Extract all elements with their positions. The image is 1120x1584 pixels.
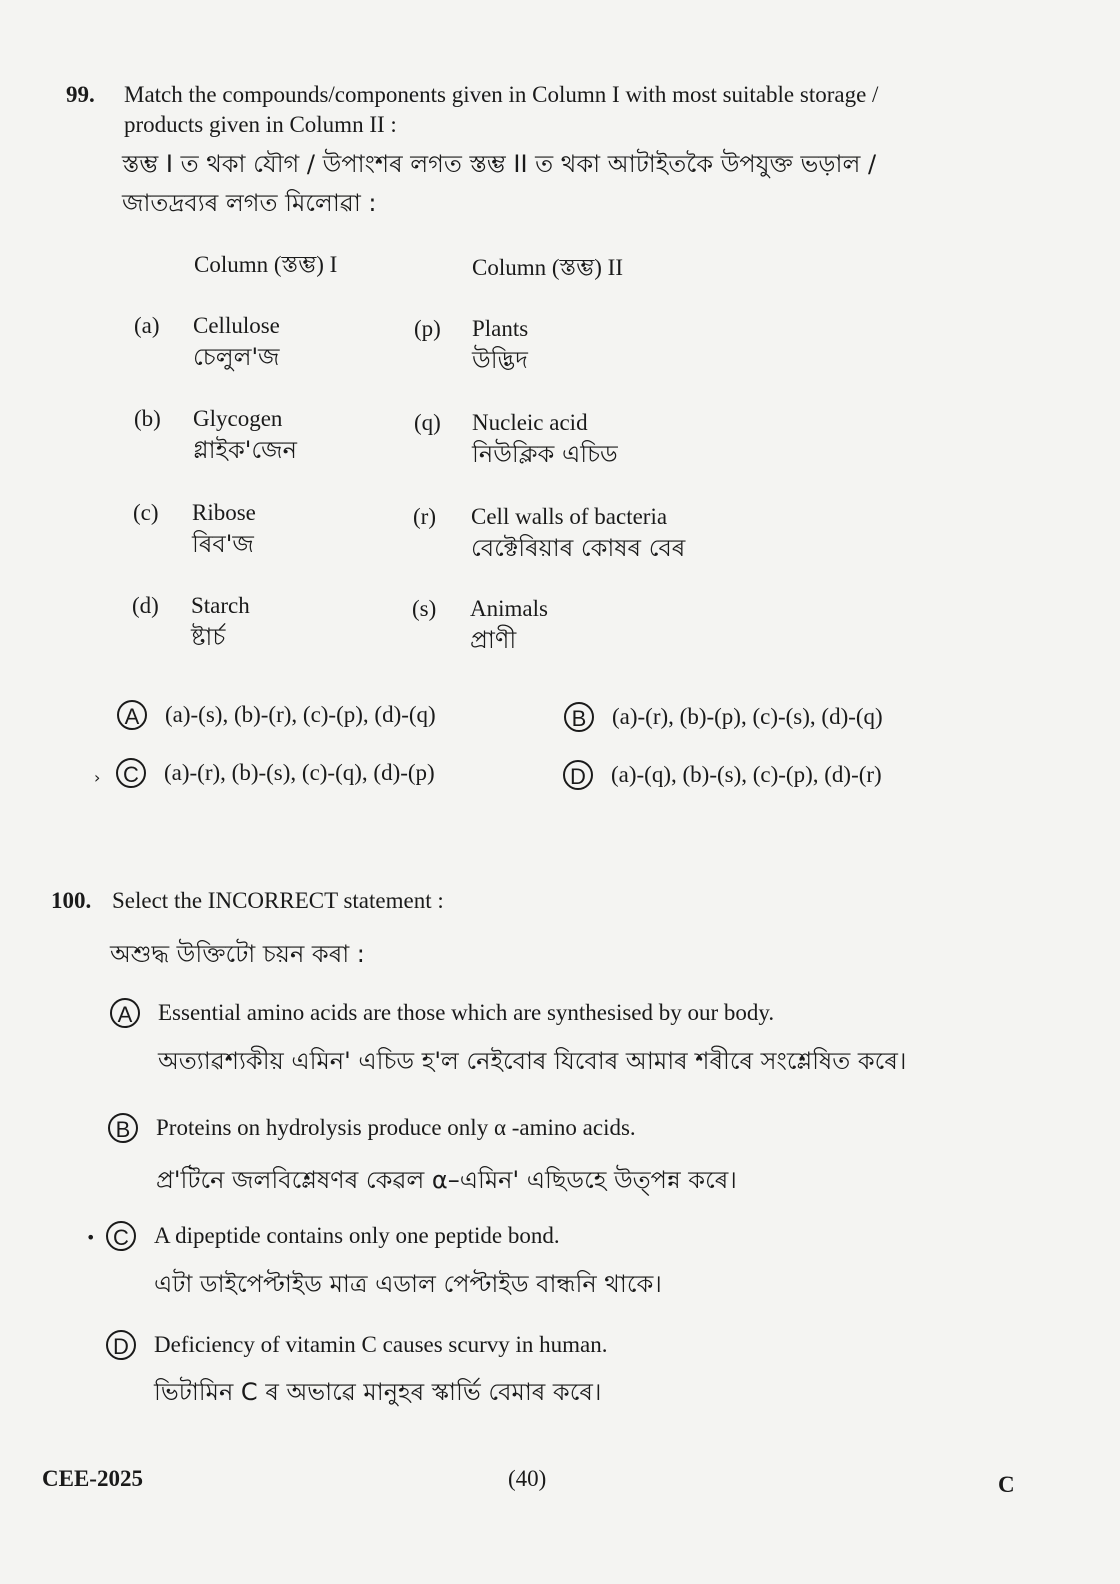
col2-item-q-bn: নিউক্লিক এচিড (472, 440, 618, 468)
col2-item-s-bn: প্ৰাণী (470, 626, 517, 654)
option-b-text: Proteins on hydrolysis produce only α -amino acids. (156, 1115, 636, 1140)
col1-item-d: Starch (191, 593, 250, 618)
q100-option-c[interactable] (106, 1221, 560, 1251)
col1-label-b: (b) (134, 406, 161, 431)
question-100-text-en: Select the INCORRECT statement : (112, 888, 444, 913)
q100-option-d-bn: ভিটামিন C ৰ অভাৱে মানুহৰ স্কাৰ্ভি বেমাৰ কৰে। (154, 1378, 602, 1406)
option-b-circle: B (564, 702, 594, 732)
answer-mark: • (86, 1228, 96, 1247)
option-a-text: Essential amino acids are those which are synthesised by our body. (158, 1000, 775, 1025)
q99-option-b[interactable] (564, 702, 883, 732)
col2-label-r: (r) (413, 504, 436, 529)
col1-label-a: (a) (134, 313, 160, 338)
question-99-text-en-2: products given in Column II : (124, 112, 397, 137)
exam-code: CEE-2025 (42, 1466, 143, 1491)
col1-item-a-bn: চেলুল'জ (193, 343, 280, 371)
col1-item-a: Cellulose (193, 313, 280, 338)
question-99-text-bn-2: জাতদ্ৰব্যৰ লগত মিলোৱা : (122, 189, 377, 217)
option-c-text: (a)-(r), (b)-(s), (c)-(q), (d)-(p) (164, 760, 435, 785)
q99-option-a[interactable] (117, 700, 436, 730)
column-1-header: Column (স্তম্ভ) I (194, 252, 338, 277)
col2-item-q: Nucleic acid (472, 410, 588, 435)
option-d-circle: D (106, 1330, 136, 1360)
col1-item-b: Glycogen (193, 406, 283, 431)
question-99-text-en-1: Match the compounds/components given in Column I with most suitable storage / (124, 82, 879, 107)
col2-item-p-bn: উদ্ভিদ (472, 346, 528, 374)
col2-label-p: (p) (414, 316, 441, 341)
q100-option-d[interactable] (106, 1330, 608, 1360)
col2-item-r-bn: বেক্টেৰিয়াৰ কোষৰ বেৰ (471, 534, 686, 562)
booklet-series: C (998, 1472, 1015, 1497)
question-100-text-bn: অশুদ্ধ উক্তিটো চয়ন কৰা : (110, 940, 365, 968)
option-b-circle: B (108, 1113, 138, 1143)
q99-option-d[interactable] (563, 760, 882, 790)
answer-mark: › (94, 768, 101, 787)
col2-item-r: Cell walls of bacteria (471, 504, 668, 529)
option-d-text: (a)-(q), (b)-(s), (c)-(p), (d)-(r) (611, 762, 882, 787)
option-c-text: A dipeptide contains only one peptide bond. (154, 1223, 560, 1248)
option-a-circle: A (117, 700, 147, 730)
option-c-circle: C (106, 1221, 136, 1251)
option-b-text: (a)-(r), (b)-(p), (c)-(s), (d)-(q) (612, 704, 883, 729)
col2-label-q: (q) (414, 410, 441, 435)
column-2-header: Column (স্তম্ভ) II (472, 255, 623, 280)
q100-option-a-bn: অত্যাৱশ্যকীয় এমিন' এচিড হ'ল নেইবোৰ যিবোৰ আমাৰ শৰীৰে সংশ্লেষিত কৰে। (158, 1047, 907, 1075)
col1-label-c: (c) (133, 500, 159, 525)
q100-option-c-bn: এটা ডাইপেপ্টাইড মাত্ৰ এডাল পেপ্টাইড বান্ধনি থাকে। (154, 1270, 662, 1298)
col2-item-p: Plants (472, 316, 529, 341)
option-d-circle: D (563, 760, 593, 790)
option-d-text: Deficiency of vitamin C causes scurvy in human. (154, 1332, 608, 1357)
question-99-text-bn-1: স্তম্ভ I ত থকা যৌগ / উপাংশৰ লগত স্তম্ভ II ত থকা আটাইতকৈ উপযুক্ত ভড়াল / (122, 150, 877, 178)
question-100-number: 100. (51, 888, 92, 913)
option-c-circle: C (116, 758, 146, 788)
question-99-number: 99. (66, 82, 95, 107)
col1-item-c: Ribose (192, 500, 256, 525)
q100-option-b[interactable] (108, 1113, 636, 1143)
col2-label-s: (s) (412, 596, 437, 621)
q100-option-b-bn: প্ৰ'টিনে জলবিশ্লেষণৰ কেৱল α–এমিন' এছিডহে উত্পন্ন কৰে। (156, 1166, 737, 1194)
col1-label-d: (d) (132, 593, 159, 618)
q100-option-a[interactable] (110, 998, 774, 1028)
col1-item-c-bn: ৰিব'জ (192, 530, 254, 558)
col1-item-d-bn: ষ্টাৰ্চ (191, 623, 226, 651)
col1-item-b-bn: গ্লাইক'জেন (193, 436, 297, 464)
option-a-circle: A (110, 998, 140, 1028)
col2-item-s: Animals (470, 596, 548, 621)
option-a-text: (a)-(s), (b)-(r), (c)-(p), (d)-(q) (165, 702, 436, 727)
page-number: (40) (508, 1466, 547, 1491)
q99-option-c[interactable] (116, 758, 435, 788)
